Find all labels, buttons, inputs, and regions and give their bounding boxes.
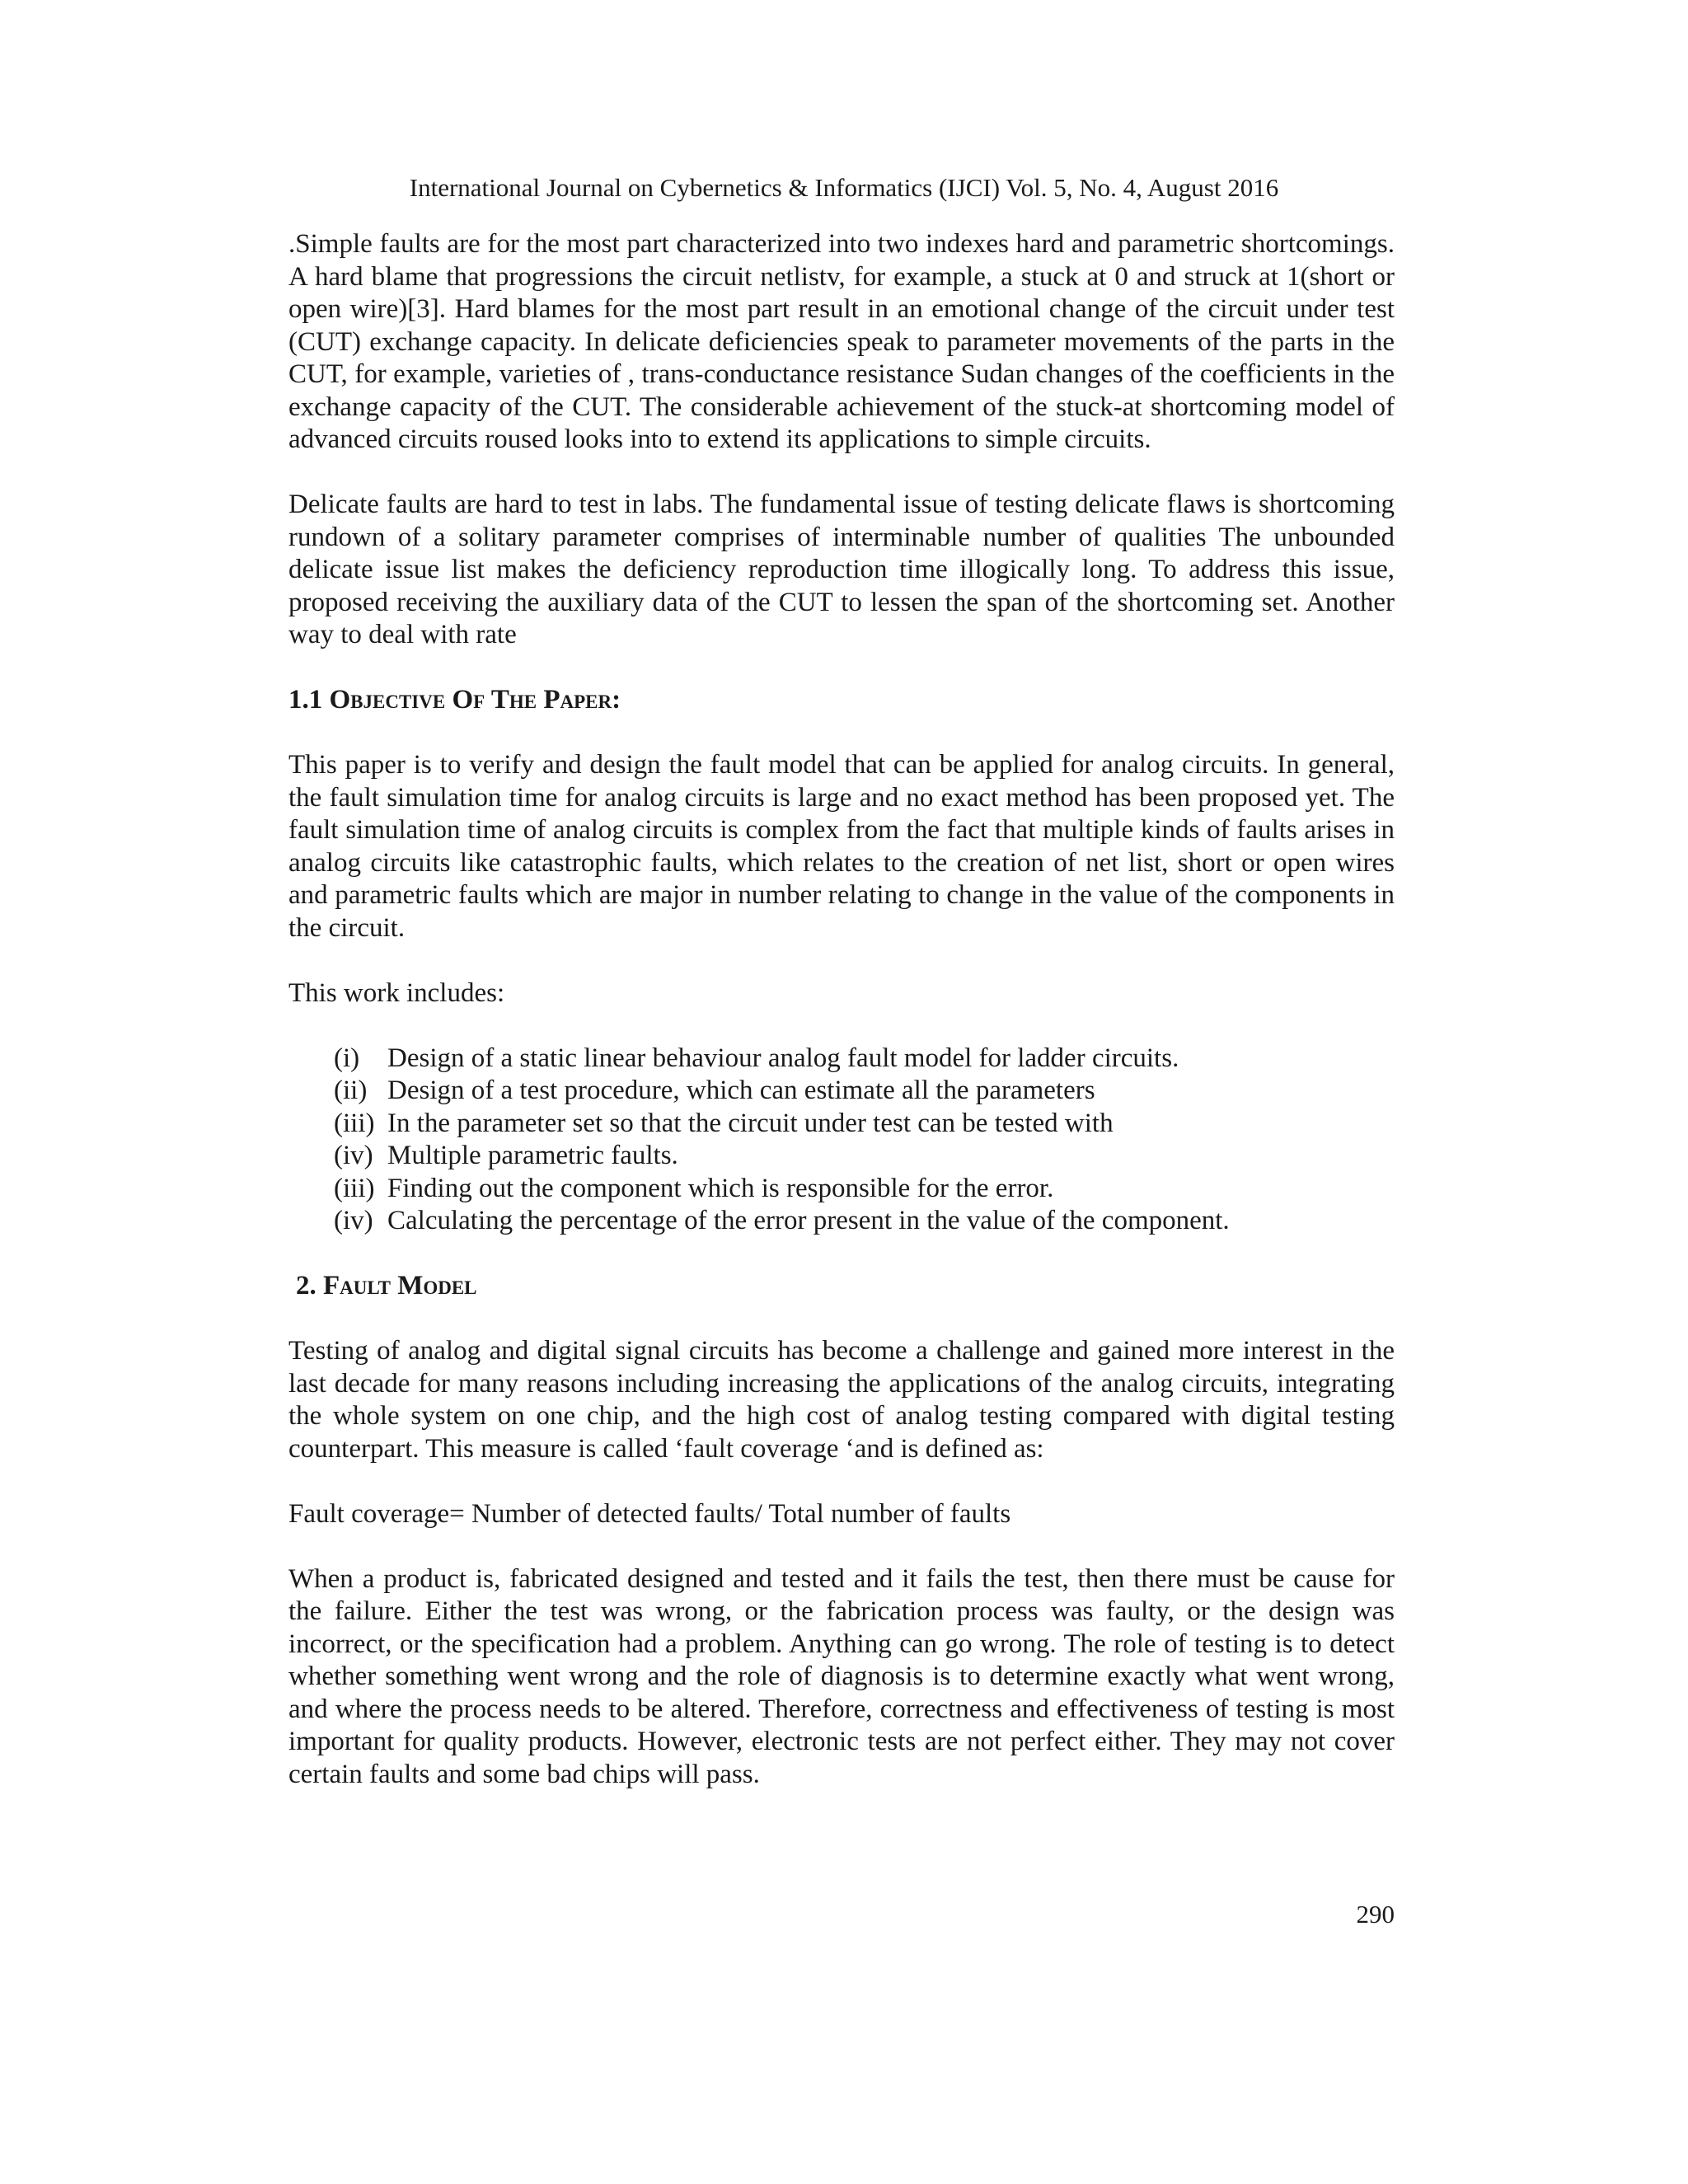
list-item xyxy=(334,1043,1395,1076)
list-item-text: Finding out the component which is responsible for the error. xyxy=(387,1173,1054,1203)
list-item xyxy=(334,1075,1395,1108)
body-text xyxy=(288,228,1395,1824)
paragraph-product-failure: When a product is, fabricated designed and tested and it fails the test, then there must be cause for the failure. Either the test was wrong, or the fabrication process was faulty, or the design was incorrect, or the specification had a problem. Anything can go wrong. The role of testing is to detect whether something went wrong and the role of diagnosis is to determine exactly what went wrong, and where the process needs to be altered. Therefore, correctness and effectiveness of testing is most important for quality products. However, electronic tests are not perfect either. They may not cover certain faults and some bad chips will pass. xyxy=(288,1563,1395,1789)
list-item-text: Design of a static linear behaviour analog fault model for ladder circuits. xyxy=(387,1043,1179,1073)
list-item xyxy=(334,1108,1395,1141)
paragraph-objective: This paper is to verify and design the fault model that can be applied for analog circuits. In general, the fault simulation time for analog circuits is large and no exact method has been proposed yet. The fault simulation time of analog circuits is complex from the fact that multiple kinds of faults arises in analog circuits like catastrophic faults, which relates to the creation of net list, short or open wires and parametric faults which are major in number relating to change in the value of the components in the circuit. xyxy=(288,750,1395,943)
work-list xyxy=(288,1043,1395,1238)
section-heading-objective xyxy=(288,684,1395,717)
section-title: Fault Model xyxy=(323,1271,477,1301)
section-number: 2. xyxy=(296,1271,323,1301)
running-header: International Journal on Cybernetics & Informatics (IJCI) Vol. 5, No. 4, August 2016 xyxy=(409,173,1279,202)
list-item xyxy=(334,1205,1395,1238)
list-marker: (iii) xyxy=(334,1108,375,1138)
list-marker: (iv) xyxy=(334,1141,373,1170)
section-title: Objective Of The Paper: xyxy=(329,685,621,715)
paragraph-delicate-faults: Delicate faults are hard to test in labs. The fundamental issue of testing delicate flaws is shortcoming rundown of a solitary parameter comprises of interminable number of qualities The unbounded delicate issue list makes the deficiency reproduction time illogically long. To address this issue, proposed receiving the auxiliary data of the CUT to lessen the span of the shortcoming set. Another way to deal with rate xyxy=(288,490,1395,649)
section-heading-fault-model xyxy=(288,1270,1395,1303)
page-number: 290 xyxy=(1356,1900,1395,1929)
paragraph-fault-coverage-formula: Fault coverage= Number of detected faults/ Total number of faults xyxy=(288,1498,1011,1529)
section-number: 1.1 xyxy=(288,685,330,715)
list-marker: (iv) xyxy=(334,1206,373,1235)
list-marker: (ii) xyxy=(334,1076,368,1105)
list-item-text: Design of a test procedure, which can estimate all the parameters xyxy=(387,1076,1095,1105)
list-marker: (iii) xyxy=(334,1173,375,1203)
list-item xyxy=(334,1140,1395,1173)
list-marker: (i) xyxy=(334,1043,360,1073)
paragraph-testing-analog: Testing of analog and digital signal circuits has become a challenge and gained more interest in the last decade for many reasons including increasing the applications of the analog circuits, integrating the whole system on one chip, and the high cost of analog testing compared with digital testing counterpart. This measure is called ‘fault coverage ‘and is defined as: xyxy=(288,1336,1395,1464)
list-item-text: Multiple parametric faults. xyxy=(387,1141,678,1170)
list-item-text: Calculating the percentage of the error present in the value of the component. xyxy=(387,1206,1230,1235)
paragraph-work-includes: This work includes: xyxy=(288,977,505,1008)
list-item-text: In the parameter set so that the circuit under test can be tested with xyxy=(387,1108,1114,1138)
paragraph-simple-faults: .Simple faults are for the most part characterized into two indexes hard and parametric shortcomings. A hard blame that progressions the circuit netlistv, for example, a stuck at 0 and struck at 1(short or open wire)[3]. Hard blames for the most part result in an emotional change of the circuit under test (CUT) exchange capacity. In delicate deficiencies speak to parameter movements of the parts in the CUT, for example, varieties of , trans-conductance resistance Sudan changes of the coefficients in the exchange capacity of the CUT. The considerable achievement of the stuck-at shortcoming model of advanced circuits roused looks into to extend its applications to simple circuits. xyxy=(288,229,1395,454)
list-item xyxy=(334,1173,1395,1206)
